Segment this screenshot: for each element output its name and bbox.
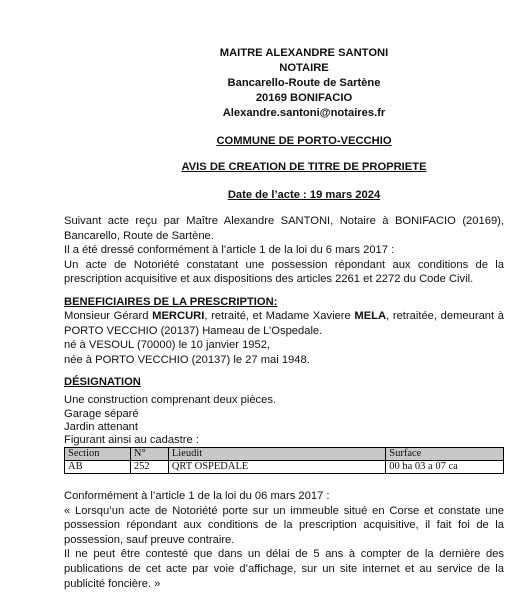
beneficiary-name-1: MERCURI xyxy=(152,309,205,322)
birth-1: né à VESOUL (70000) le 10 janvier 1952, xyxy=(64,339,271,352)
beneficiaires-text-part3: , retraitée, demeurant à PORTO VECCHIO (20137) Hameau de L’Ospedale. xyxy=(64,309,504,337)
birth-2: née à PORTO VECCHIO (20137) le 27 mai 1948. xyxy=(64,353,310,366)
beneficiaires-text-part2: , retraité, et Madame Xaviere xyxy=(204,309,355,322)
designation-heading: DÉSIGNATION xyxy=(64,376,141,389)
designation-line-1: Une construction comprenant deux pièces. xyxy=(64,394,277,407)
intro-section xyxy=(64,214,504,287)
table-row xyxy=(65,460,504,473)
notary-title: NOTAIRE xyxy=(279,62,329,74)
conclusion-quote-1: « Lorsqu’un acte de Notoriété porte sur un immeuble situé en Corse et constate une possession répondant aux conditions de la prescription acquisitive, il fait foi de la possession, sauf preuve contraire. xyxy=(64,504,504,546)
date-acte: Date de l’acte : 19 mars 2024 xyxy=(227,189,381,201)
beneficiaires-text-part1: Monsieur Gérard xyxy=(64,309,153,322)
notary-header xyxy=(104,46,504,121)
designation-line-4: Figurant ainsi au cadastre : xyxy=(64,433,199,446)
intro-notoriete: Un acte de Notoriété constatant une possession répondant aux conditions de la prescription acquisitive et aux dispositions des articles 2261 et 2272 du Code Civil. xyxy=(64,258,504,286)
beneficiary-name-2: MELA xyxy=(354,309,387,322)
commune-title: COMMUNE DE PORTO-VECCHIO xyxy=(216,135,392,147)
conclusion-loi: Conformément à l’article 1 de la loi du 06 mars 2017 : xyxy=(64,489,330,502)
notary-street: Bancarello-Route de Sartène xyxy=(227,77,381,89)
intro-loi: Il a été dressé conformément à l’article 1 de la loi du 6 mars 2017 : xyxy=(64,244,395,257)
beneficiaires-section xyxy=(64,295,504,367)
designation-section xyxy=(64,375,504,474)
cadastre-cell-surface: 00 ha 03 a 07 ca xyxy=(386,460,504,473)
cadastre-header-lieudit: Lieudit xyxy=(168,447,385,460)
cadastre-header-numero: N° xyxy=(130,447,168,460)
cadastre-cell-lieudit: QRT OSPEDALE xyxy=(168,460,385,473)
intro-acte: Suivant acte reçu par Maître Alexandre SANTONI, Notaire à BONIFACIO (20169), Bancarello, Route de Sartène. xyxy=(64,215,504,242)
conclusion-quote-2: Il ne peut être contesté que dans un délai de 5 ans à compter de la dernière des publications de cet acte par voie d’affichage, sur un site internet et au service de la publicité foncière. » xyxy=(64,548,504,590)
cadastre-header-row xyxy=(65,447,504,460)
notice-document xyxy=(64,46,504,591)
cadastre-header-section: Section xyxy=(65,447,131,460)
notary-city: 20169 BONIFACIO xyxy=(255,92,353,104)
beneficiaires-heading: BENEFICIAIRES DE LA PRESCRIPTION: xyxy=(64,295,278,308)
conclusion-section xyxy=(64,489,504,591)
designation-line-2: Garage séparé xyxy=(64,407,139,420)
notary-name: MAITRE ALEXANDRE SANTONI xyxy=(219,47,389,59)
cadastre-cell-section: AB xyxy=(65,460,131,473)
avis-title: AVIS DE CREATION DE TITRE DE PROPRIETE xyxy=(181,161,427,173)
cadastre-header-surface: Surface xyxy=(386,447,504,460)
notary-email: Alexandre.santoni@notaires.fr xyxy=(222,107,386,119)
beneficiaires-text xyxy=(64,309,504,338)
cadastre-cell-numero: 252 xyxy=(130,460,168,473)
designation-line-3: Jardin attenant xyxy=(64,420,139,433)
cadastre-table xyxy=(64,447,504,474)
